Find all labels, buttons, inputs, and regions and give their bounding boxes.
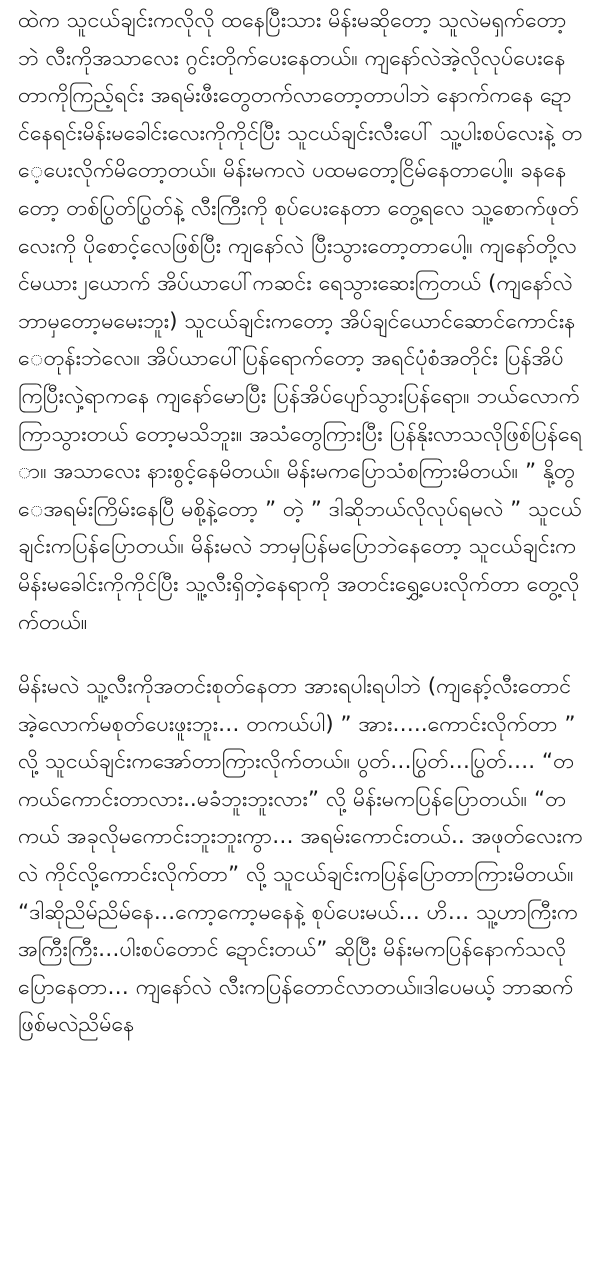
story-paragraph-1: ထဲက သူငယ်ချင်းကလိုလို ထနေပြီးသား မိန်းမဆိုတော့ သူလဲမရှက်တော့ဘဲ လီးကိုအသာလေး ဂွင်းတိုက်ပေးနေတယ်။ ကျနော်လဲအဲ့လိုလုပ်ပေးနေတာကိုကြည့်ရင်း အရမ်းဖီးတွေတက်လာတော့တာပါဘဲ နောက်ကနေ ဍော င်နေရင်းမိန်းမခေါင်းလေးကိုကိုင်ပြီး သူငယ်ချင်းလီးပေါ် သူ့ပါးစပ်လေးနဲ့ တေ့ပေးလိုက်မိတော့တယ်။ မိန်းမကလဲ ပထမတော့ငြိမ်နေတာပေါ့။ ခနနေတော့ တစ်ပြွတ်ပြွတ်နဲ့ လီးကြီးကို စုပ်ပေးနေတာ တွေ့ရလေ သူ့စောက်ဖုတ်လေးကို ပိုစောင့်လေဖြစ်ပြီး ကျနော်လဲ ပြီးသွားတော့တာပေါ့။ ကျနော်တို့လင်မယား၂ယောက် အိပ်ယာပေါ်ကဆင်း ရေသွားဆေးကြတယ် (ကျနော်လဲ ဘာမှတော့မမေးဘူး) သူငယ်ချင်းကတော့ အိပ်ချင်ယောင်ဆောင်ကောင်းနေတုန်းဘဲလေ။ အိပ်ယာပေါ်ပြန်ရောက်တော့ အရင်ပုံစံအတိုင်း ပြန်အိပ်ကြပြီးလှဲ့ရာကနေ ကျနော်မောပြီး ပြန်အိပ်ပျော်သွားပြန်ရော။ ဘယ်လောက် ကြာသွားတယ် တော့မသိဘူး။ အသံတွေကြားပြီး ပြန်နိုးလာသလိုဖြစ်ပြန်ရော။ အသာလေး နားစွင့်နေမိတယ်။ မိန်းမကပြောသံစကြားမိတယ်။ ” နို့တွေအရမ်းကြိမ်းနေပြီ မစို့နဲ့တော့ ” တဲ့ ” ဒါဆိုဘယ်လိုလုပ်ရမလဲ ” သူငယ်ချင်းကပြန်ပြောတယ်။ မိန်းမလဲ ဘာမှပြန်မပြောဘဲနေတော့ သူငယ်ချင်းက မိန်းမခေါင်းကိုကိုင်ပြီး သူ့လီးရှိတဲ့နေရာကို အတင်းရွှေ့ပေးလိုက်တာ တွေ့လိုက်တယ်။ [18, 8, 583, 635]
story-paragraph-2: မိန်းမလဲ သူ့လီးကိုအတင်းစုတ်နေတာ အားရပါးရပါဘဲ (ကျနော့်လီးတောင် အဲ့လောက်မစုတ်ပေးဖူးဘူး… တကယ်ပါ) ” အား…..ကောင်းလိုက်တာ ” လို့ သူငယ်ချင်းကအော်တာကြားလိုက်တယ်။ ပွတ်…ပြွတ်…ပြွတ်…. “တကယ်ကောင်းတာလား..မခံဘူးဘူးလား” လို့ မိန်းမကပြန်ပြောတယ်။ “တကယ် အခုလိုမကောင်းဘူးဘူးကွာ… အရမ်းကောင်းတယ်.. အဖုတ်လေးကလဲ ကိုင်လို့ကောင်းလိုက်တာ” လို့ သူငယ်ချင်းကပြန်ပြောတာကြားမိတယ်။ “ဒါဆိုညိမ်ညိမ်နေ…ကော့ကော့မနေနဲ့ စုပ်ပေးမယ်… ဟိ… သူ့ဟာကြီးကအကြီးကြီး…ပါးစပ်တောင် ဍောင်းတယ်” ဆိုပြီး မိန်းမကပြန်နောက်သလို ပြောနေတာ… ကျနော်လဲ လီးကပြန်တောင်လာတယ်။ဒါပေမယ့် ဘာဆက်ဖြစ်မလဲညိမ်နေ [18, 674, 583, 1038]
